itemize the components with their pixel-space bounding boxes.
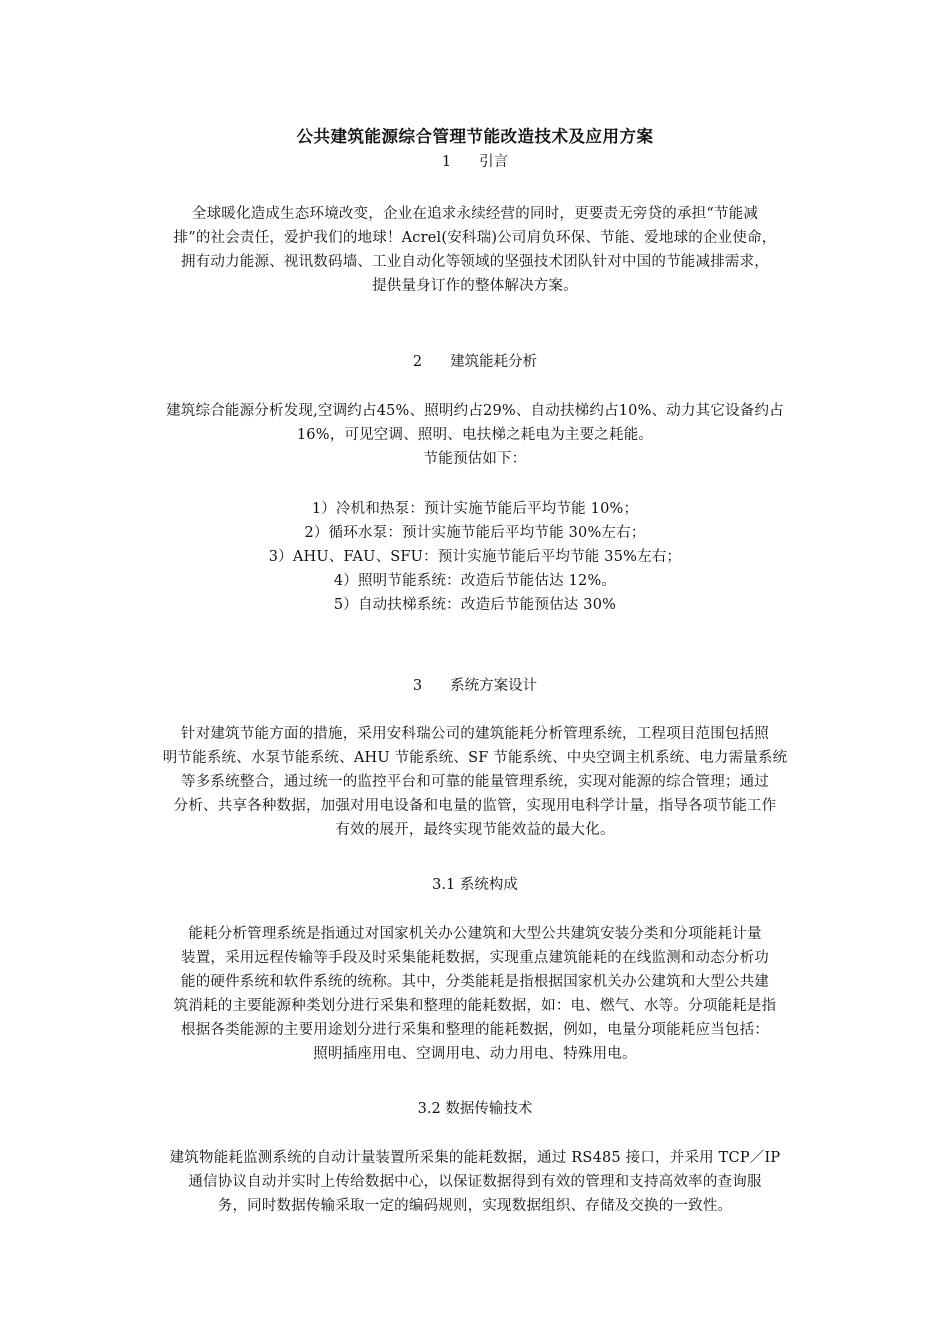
paragraph-line: 全球暖化造成生态环境改变，企业在追求永续经营的同时，更要责无旁贷的承担“节能减 bbox=[191, 206, 759, 222]
list-item: 4）照明节能系统：改造后节能估达 12%。 bbox=[333, 573, 617, 589]
paragraph-line: 照明插座用电、空调用电、动力用电、特殊用电。 bbox=[313, 1046, 637, 1062]
paragraph-line: 节能预估如下： bbox=[423, 451, 527, 467]
paragraph-line: 能的硬件系统和软件系统的统称。其中，分类能耗是指根据国家机关办公建筑和大型公共建 bbox=[181, 974, 769, 990]
section-1-title: 引言 bbox=[479, 154, 509, 170]
section-3-paragraph bbox=[138, 722, 812, 842]
list-item: 5）自动扶梯系统：改造后节能预估达 30% bbox=[333, 597, 617, 613]
paragraph-line: 拥有动力能源、视讯数码墙、工业自动化等领域的坚强技术团队针对中国的节能减排需求， bbox=[181, 254, 769, 270]
section-2-paragraph bbox=[138, 399, 812, 471]
paragraph-line: 装置，采用远程传输等手段及时采集能耗数据，实现重点建筑能耗的在线监测和动态分析功 bbox=[181, 950, 769, 966]
section-1-heading bbox=[0, 150, 950, 174]
paragraph-line: 通信协议自动并实时上传给数据中心，以保证数据得到有效的管理和支持高效率的查询服 bbox=[188, 1174, 762, 1190]
paragraph-line: 明节能系统、水泵节能系统、AHU 节能系统、SF 节能系统、中央空调主机系统、电力需量系统 bbox=[162, 750, 788, 766]
section-3-title: 系统方案设计 bbox=[450, 678, 538, 694]
paragraph-line: 筑消耗的主要能源种类划分进行采集和整理的能耗数据，如：电、燃气、水等。分项能耗是指 bbox=[173, 998, 777, 1014]
energy-saving-list bbox=[138, 497, 812, 617]
section-3-2-paragraph bbox=[138, 1146, 812, 1218]
section-1-paragraph bbox=[138, 202, 812, 298]
paragraph-line: 等多系统整合，通过统一的监控平台和可靠的能量管理系统，实现对能源的综合管理；通过 bbox=[181, 774, 769, 790]
paragraph-line: 建筑物能耗监测系统的自动计量装置所采集的能耗数据，通过 RS485 接口，并采用 TCP／IP bbox=[169, 1150, 781, 1166]
section-2-title: 建筑能耗分析 bbox=[450, 354, 538, 370]
section-3-number: 3 bbox=[412, 678, 423, 694]
paragraph-line: 提供量身订作的整体解决方案。 bbox=[372, 278, 578, 294]
paragraph-line: 针对建筑节能方面的措施，采用安科瑞公司的建筑能耗分析管理系统，工程项目范围包括照 bbox=[181, 726, 769, 742]
section-3-heading bbox=[0, 674, 950, 698]
paragraph-line: 有效的展开，最终实现节能效益的最大化。 bbox=[335, 822, 615, 838]
paragraph-line: 分析、共享各种数据，加强对用电设备和电量的监管，实现用电科学计量，指导各项节能工作 bbox=[173, 798, 777, 814]
paragraph-line: 建筑综合能源分析发现,空调约占45%、照明约占29%、自动扶梯约占10%、动力其它设备约占 bbox=[166, 403, 784, 419]
paragraph-line: 排”的社会责任，爱护我们的地球！Acrel(安科瑞)公司肩负环保、节能、爱地球的企业使命， bbox=[173, 230, 777, 246]
section-2-heading bbox=[0, 350, 950, 374]
section-3-1-heading: 3.1 系统构成 bbox=[432, 877, 518, 893]
paragraph-line: 务，同时数据传输采取一定的编码规则，实现数据组织、存储及交换的一致性。 bbox=[217, 1198, 733, 1214]
list-item: 3）AHU、FAU、SFU：预计实施节能后平均节能 35%左右； bbox=[268, 549, 682, 565]
section-2-number: 2 bbox=[412, 354, 423, 370]
document-title: 公共建筑能源综合管理节能改造技术及应用方案 bbox=[296, 127, 654, 146]
section-1-number: 1 bbox=[441, 154, 452, 170]
paragraph-line: 能耗分析管理系统是指通过对国家机关办公建筑和大型公共建筑安装分类和分项能耗计量 bbox=[188, 926, 762, 942]
list-item: 1）冷机和热泵：预计实施节能后平均节能 10%； bbox=[311, 501, 639, 517]
paragraph-line: 16%，可见空调、照明、电扶梯之耗电为主要之耗能。 bbox=[296, 427, 654, 443]
paragraph-line: 根据各类能源的主要用途划分进行采集和整理的能耗数据，例如，电量分项能耗应当包括： bbox=[181, 1022, 769, 1038]
list-item: 2）循环水泵：预计实施节能后平均节能 30%左右； bbox=[304, 525, 646, 541]
section-3-2-heading: 3.2 数据传输技术 bbox=[417, 1101, 533, 1117]
section-3-1-paragraph bbox=[138, 922, 812, 1066]
